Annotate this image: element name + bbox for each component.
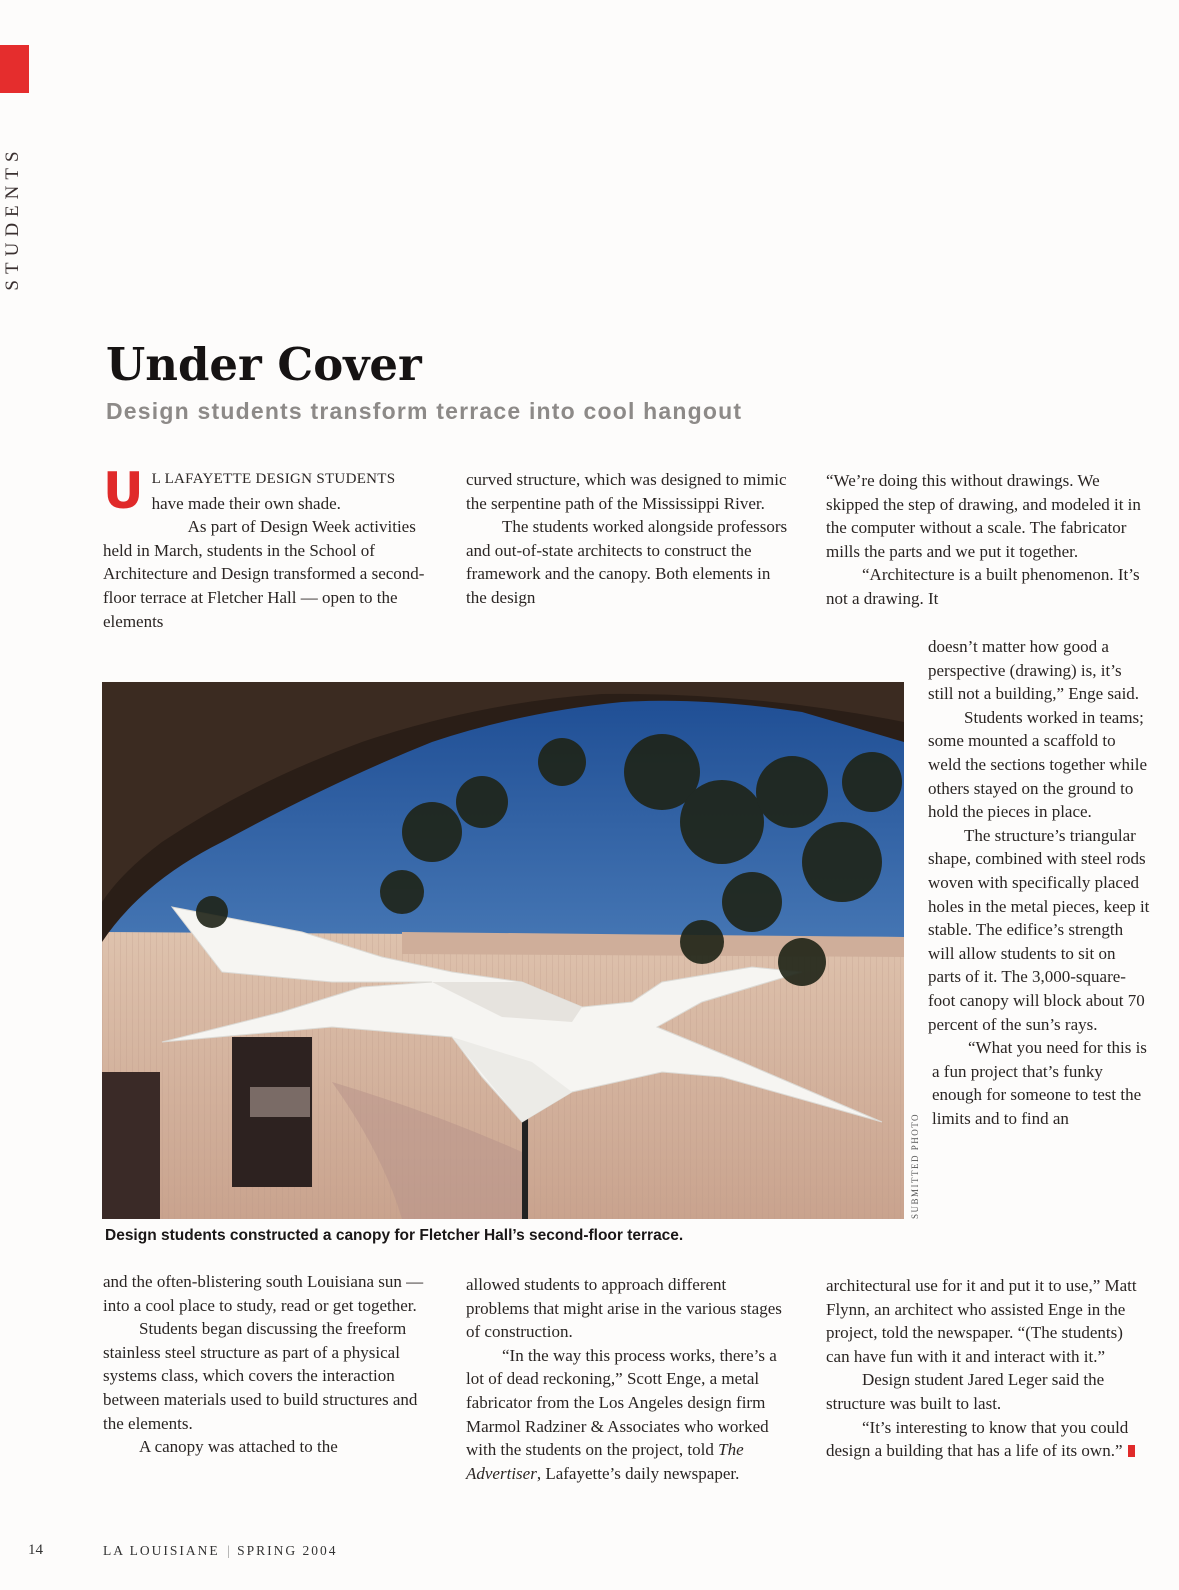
body-paragraph: As part of Design Week activities held in March, students in the School of Architecture and Design transformed a second-floor terrace at Fletcher Hall — open to the elements xyxy=(103,517,425,631)
body-paragraph: “We’re doing this without drawings. We skipped the step of drawing, and modeled it in the computer without a scale. The fabricator mills the parts and we put it together. xyxy=(826,471,1141,561)
photo-caption: Design students constructed a canopy for Fletcher Hall’s second-floor terrace. xyxy=(105,1227,684,1244)
article-deck: Design students transform terrace into cool hangout xyxy=(106,398,743,424)
lead-smallcaps: L LAFAYETTE DESIGN STUDENTS xyxy=(151,471,396,487)
column-3-top xyxy=(826,469,1148,611)
body-paragraph: “It’s interesting to know that you could design a building that has a life of its own.” xyxy=(826,1416,1150,1463)
body-paragraph: The students worked alongside professors and out-of-state architects to construct the framework and the canopy. Both elements in the design xyxy=(466,517,788,607)
article-headline: Under Cover xyxy=(106,338,422,391)
end-mark-icon xyxy=(1128,1445,1135,1457)
photo-credit: SUBMITTED PHOTO xyxy=(910,1112,920,1220)
page-number: 14 xyxy=(28,1542,43,1558)
canopy-photo xyxy=(102,682,904,1219)
publication-name: The Advertiser xyxy=(466,1440,744,1483)
body-paragraph: architectural use for it and put it to use,” Matt Flynn, an architect who assisted Enge in the project, told the newspaper. “(The students) can have fun with it and interact with it.” xyxy=(826,1276,1137,1366)
column-3-bottom xyxy=(826,1274,1150,1463)
column-3-wrap xyxy=(928,635,1150,1130)
body-paragraph: curved structure, which was designed to mimic the serpentine path of the Mississippi River. xyxy=(466,470,787,513)
column-2-top xyxy=(466,468,791,610)
body-paragraph: “In the way this process works, there’s a lot of dead reckoning,” Scott Enge, a metal fabricator from the Los Angeles design firm Marmol Radziner & Associates who worked with the students on the project, told The Advertiser, Lafayette’s daily newspaper. xyxy=(466,1345,777,1483)
column-2-bottom xyxy=(466,1273,792,1485)
running-footer xyxy=(103,1543,337,1559)
body-paragraph: doesn’t matter how good a perspective (drawing) is, it’s still not a building,” Enge said. xyxy=(928,637,1140,704)
column-1-bottom xyxy=(103,1270,431,1459)
body-paragraph: A canopy was attached to the xyxy=(139,1437,338,1457)
body-paragraph: “Architecture is a built phenomenon. It’s not a drawing. It xyxy=(826,565,1140,608)
section-label: STUDENTS xyxy=(2,145,23,291)
body-paragraph: and the often-blistering south Louisiana sun — into a cool place to study, read or get together. xyxy=(103,1272,424,1315)
footer-separator: | xyxy=(227,1543,230,1558)
body-paragraph: Design student Jared Leger said the structure was built to last. xyxy=(826,1370,1105,1413)
issue-date: SPRING 2004 xyxy=(237,1543,338,1558)
body-paragraph: “What you need for this is a fun project that’s funky enough for someone to test the limits and to find an xyxy=(932,1038,1147,1128)
body-paragraph: Students worked in teams; some mounted a scaffold to weld the sections together while others stayed on the ground to hold the pieces in place. xyxy=(928,707,1148,822)
body-paragraph: Students began discussing the freeform stainless steel structure as part of a physical systems class, which covers the interaction between materials used to build structures and the elements. xyxy=(103,1319,418,1433)
lead-rest: have made their own shade. xyxy=(151,493,341,513)
column-1-top xyxy=(103,462,428,633)
canopy-illustration xyxy=(102,682,904,1219)
body-paragraph: allowed students to approach different problems that might arise in the various stages of construction. xyxy=(466,1275,782,1342)
publication-title: LA LOUISIANE xyxy=(103,1543,220,1558)
lead-paragraph xyxy=(103,462,428,520)
drop-cap: U xyxy=(103,462,144,520)
section-color-tab xyxy=(0,45,29,93)
body-paragraph: The structure’s triangular shape, combined with steel rods woven with specifically placed holes in the metal pieces, keep it stable. The edifice’s strength will allow students to sit on parts of it. The 3,000-square-foot canopy will block about 70 percent of the sun’s rays. xyxy=(928,825,1150,1034)
